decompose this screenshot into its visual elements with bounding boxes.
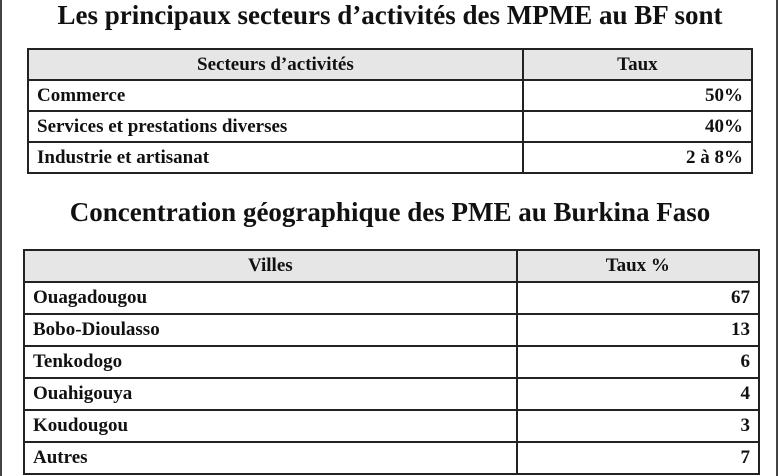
column-header-rate: Taux % bbox=[517, 250, 759, 282]
table-row bbox=[24, 282, 759, 314]
city-rate: 6 bbox=[517, 346, 759, 378]
table-row bbox=[24, 314, 759, 346]
sectors-table bbox=[27, 48, 753, 174]
table-row bbox=[24, 410, 759, 442]
sector-label: Commerce bbox=[28, 80, 523, 111]
table-header-row bbox=[28, 49, 752, 80]
cities-table bbox=[23, 249, 760, 475]
city-label: Koudougou bbox=[24, 410, 517, 442]
table-row bbox=[24, 378, 759, 410]
city-rate: 4 bbox=[517, 378, 759, 410]
geography-title: Concentration géographique des PME au Burkina Faso bbox=[69, 197, 711, 227]
city-rate: 13 bbox=[517, 314, 759, 346]
city-rate: 67 bbox=[517, 282, 759, 314]
city-rate: 7 bbox=[517, 442, 759, 474]
column-header-city: Villes bbox=[24, 250, 517, 282]
sector-label: Industrie et artisanat bbox=[28, 142, 523, 173]
table-row bbox=[24, 346, 759, 378]
table-row bbox=[28, 80, 752, 111]
sector-rate: 40% bbox=[523, 111, 752, 142]
column-header-rate: Taux bbox=[523, 49, 752, 80]
table-row bbox=[24, 442, 759, 474]
city-label: Bobo-Dioulasso bbox=[24, 314, 517, 346]
city-label: Autres bbox=[24, 442, 517, 474]
sector-label: Services et prestations diverses bbox=[28, 111, 523, 142]
table-header-row bbox=[24, 250, 759, 282]
sector-rate: 50% bbox=[523, 80, 752, 111]
table-row bbox=[28, 111, 752, 142]
city-label: Tenkodogo bbox=[24, 346, 517, 378]
sector-rate: 2 à 8% bbox=[523, 142, 752, 173]
sectors-title: Les principaux secteurs d’activités des MPME au BF sont bbox=[57, 0, 723, 30]
city-label: Ouahigouya bbox=[24, 378, 517, 410]
column-header-sector: Secteurs d’activités bbox=[28, 49, 523, 80]
table-row bbox=[28, 142, 752, 173]
city-label: Ouagadougou bbox=[24, 282, 517, 314]
city-rate: 3 bbox=[517, 410, 759, 442]
